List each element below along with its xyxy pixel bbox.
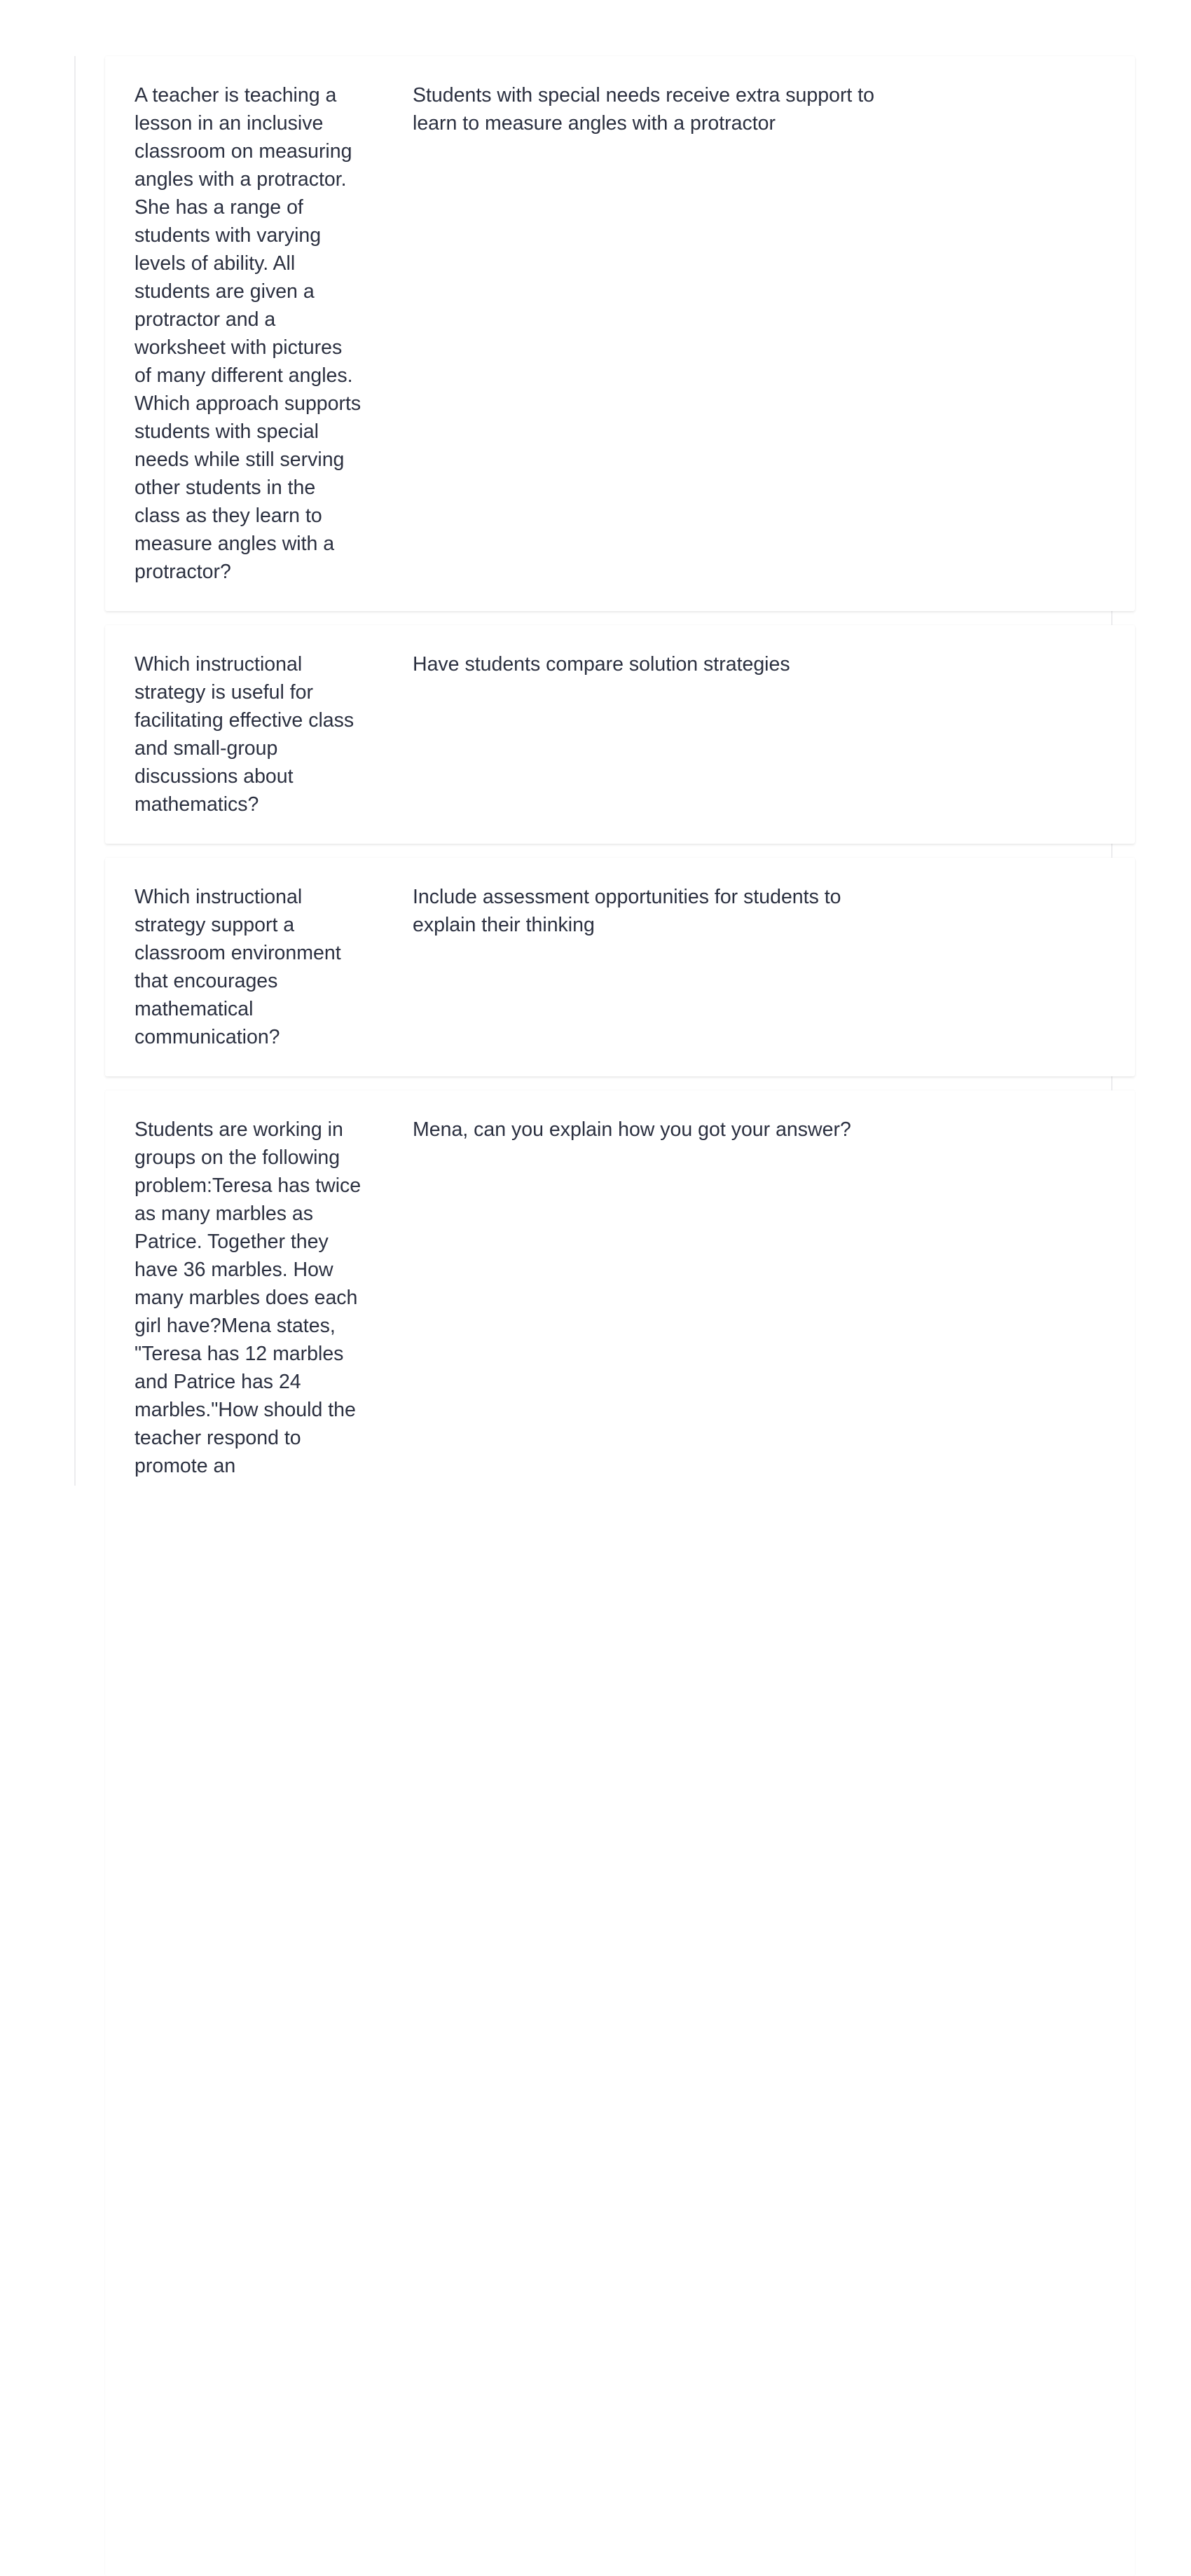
card-definition: Have students compare solution strategies [413,653,790,676]
card-term: Which instructional strategy support a classroom environment that encourages mathematical communication? [135,886,341,1048]
flashcard[interactable] [105,56,1135,611]
card-term: A teacher is teaching a lesson in an inclusive classroom on measuring angles with a protractor. She has a range of students with varying levels of ability. All students are given a protractor and a worksheet with pictures of many different angles. Which approach supports students with special needs while still serving other students in the class as they learn to measure angles with a protractor? [135,84,362,583]
flashcard[interactable] [105,1090,1135,2576]
flashcard[interactable] [105,858,1135,1076]
card-definition: Include assessment opportunities for students to explain their thinking [413,886,841,936]
flashcard-list [105,56,1135,2576]
card-definition: Mena, can you explain how you got your answer? [413,1118,851,1141]
card-term: Which instructional strategy is useful for facilitating effective class and small-group discussions about mathematics? [135,653,354,816]
card-definition: Students with special needs receive extra support to learn to measure angles with a protractor [413,84,875,135]
card-term: Students are working in groups on the following problem:Teresa has twice as many marbles as Patrice. Together they have 36 marbles. How many marbles does each girl have?Mena states, "Teresa has 12 marbles and Patrice has 24 marbles."How should the teacher respond to promote an [135,1118,362,1477]
flashcard[interactable] [105,625,1135,844]
